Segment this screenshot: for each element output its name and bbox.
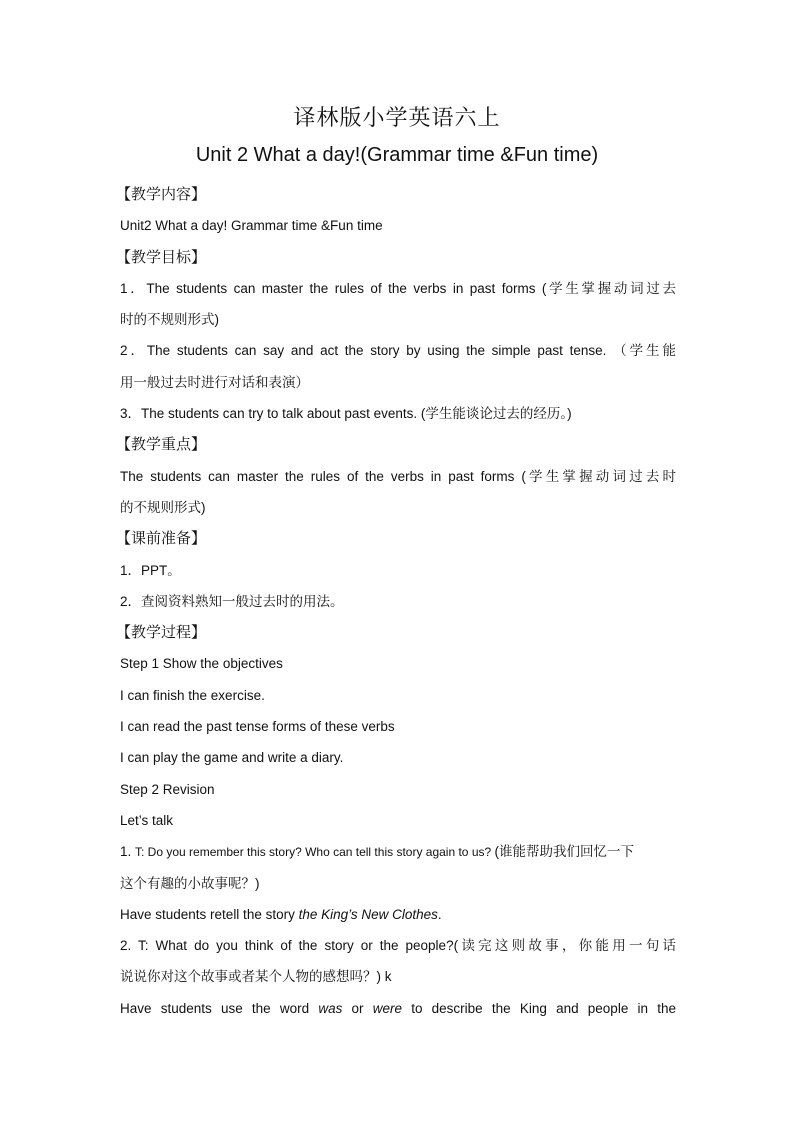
preparation-item-1: 1．PPT。 — [120, 562, 181, 578]
preparation-item-2: 2．查阅资料熟知一般过去时的用法。 — [120, 593, 344, 609]
question-1-chinese: (谁能帮助我们回忆一下 — [494, 844, 634, 860]
objective-2-line2: 用一般过去时进行对话和表演） — [120, 374, 309, 390]
word-was: was — [318, 1000, 343, 1016]
key-point-line2: 的不规则形式) — [120, 499, 206, 515]
section-heading-preparation: 【课前准备】 — [116, 530, 207, 548]
objective-1-line2: 时的不规则形式) — [120, 312, 219, 328]
question-1-line2: 这个有趣的小故事呢？) — [120, 875, 260, 891]
retell-suffix: . — [437, 906, 442, 922]
describe-part2: to describe the King and people in the — [402, 1000, 676, 1016]
document-title: 译林版小学英语六上 — [293, 106, 501, 131]
describe-or: or — [342, 1000, 373, 1016]
objective-statement-1: I can finish the exercise. — [120, 687, 265, 703]
retell-prefix: Have students retell the story — [120, 906, 299, 922]
content-text: Unit2 What a day! Grammar time &Fun time — [120, 218, 383, 234]
objective-statement-3: I can play the game and write a diary. — [120, 750, 344, 766]
section-heading-key-points: 【教学重点】 — [116, 436, 207, 454]
step-1-heading: Step 1 Show the objectives — [120, 656, 283, 672]
story-title: the King’s New Clothes — [298, 906, 438, 922]
retell-instruction — [120, 902, 676, 933]
section-heading-content: 【教学内容】 — [116, 186, 207, 203]
objective-3: 3．The students can try to talk about past events. (学生能谈论过去的经历。) — [120, 406, 572, 422]
word-were: were — [372, 1000, 403, 1016]
key-point-line1: The students can master the rules of the verbs in past forms (学生掌握动词过去时 — [120, 468, 676, 484]
question-1-english: T: Do you remember this story? Who can tell this story again to us? — [135, 845, 495, 860]
question-2-line1: 2. T: What do you think of the story or the people?(读完这则故事，你能用一句话 — [120, 938, 676, 954]
document-body — [116, 182, 676, 1027]
objective-1-line1: 1．The students can master the rules of the verbs in past forms (学生掌握动词过去 — [120, 280, 676, 296]
objective-statement-2: I can read the past tense forms of these verbs — [120, 719, 395, 735]
section-heading-process: 【教学过程】 — [116, 624, 207, 642]
question-1-number: 1. — [120, 844, 136, 860]
describe-part1: Have students use the word — [120, 1000, 319, 1016]
document-subtitle: Unit 2 What a day!(Grammar time &Fun time) — [195, 144, 599, 166]
objective-2-line1: 2．The students can say and act the story by using the simple past tense. （学生能 — [120, 343, 676, 359]
lets-talk-label: Let’s talk — [120, 812, 174, 828]
describe-instruction — [120, 996, 676, 1027]
question-2-line2: 说说你对这个故事或者某个人物的感想吗？) k — [120, 969, 392, 985]
question-1-line1 — [120, 839, 676, 870]
section-heading-objectives: 【教学目标】 — [116, 248, 207, 266]
step-2-heading: Step 2 Revision — [120, 781, 215, 797]
